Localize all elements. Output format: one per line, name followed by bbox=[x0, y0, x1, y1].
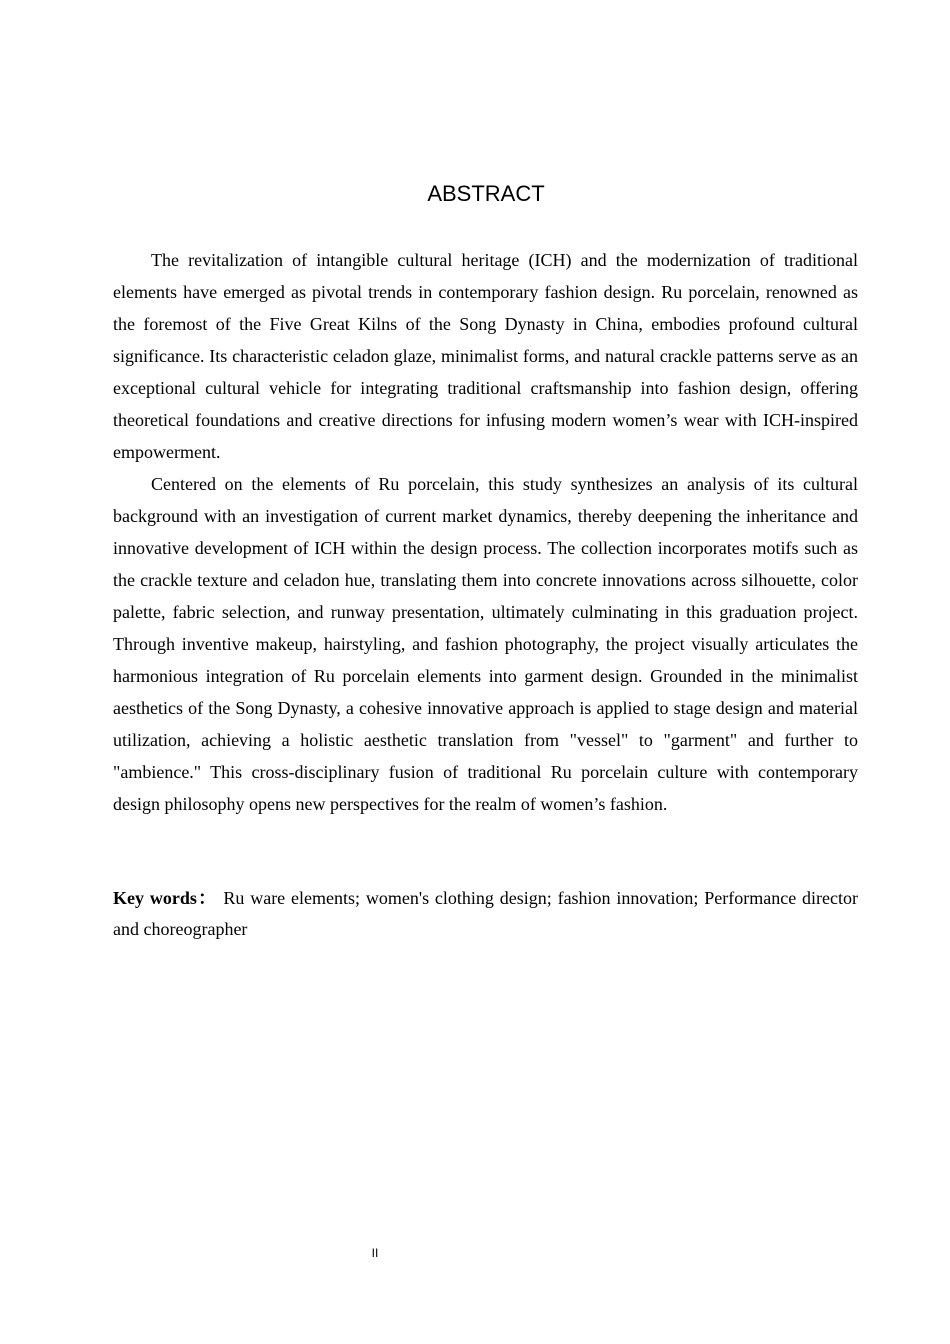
abstract-paragraph-2: Centered on the elements of Ru porcelain, this study synthesizes an analysis of its cultural background with an investigation of current market dynamics, thereby deepening the inheritance and innovative development of ICH within the design process. The collection incorporates motifs such as the crackle texture and celadon hue, translating them into concrete innovations across silhouette, color palette, fabric selection, and runway presentation, ultimately culminating in this graduation project. Through inventive makeup, hairstyling, and fashion photography, the project visually articulates the harmonious integration of Ru porcelain elements into garment design. Grounded in the minimalist aesthetics of the Song Dynasty, a cohesive innovative approach is applied to stage design and material utilization, achieving a holistic aesthetic translation from "vessel" to "garment" and further to "ambience." This cross-disciplinary fusion of traditional Ru porcelain culture with contemporary design philosophy opens new perspectives for the realm of women’s fashion. bbox=[113, 474, 858, 814]
keywords-label: Key words： bbox=[113, 888, 218, 908]
keywords-text: Ru ware elements; women's clothing design; fashion innovation; Performance director and choreographer bbox=[113, 888, 858, 939]
abstract-paragraph-1: The revitalization of intangible cultural heritage (ICH) and the modernization of traditional elements have emerged as pivotal trends in contemporary fashion design. Ru porcelain, renowned as the foremost of the Five Great Kilns of the Song Dynasty in China, embodies profound cultural significance. Its characteristic celadon glaze, minimalist forms, and natural crackle patterns serve as an exceptional cultural vehicle for integrating traditional craftsmanship into fashion design, offering theoretical foundations and creative directions for infusing modern women’s wear with ICH-inspired empowerment. bbox=[113, 250, 858, 462]
keywords-line bbox=[113, 883, 858, 945]
page-number: II bbox=[371, 1246, 379, 1260]
abstract-body bbox=[113, 244, 858, 820]
abstract-title: ABSTRACT bbox=[427, 181, 545, 206]
